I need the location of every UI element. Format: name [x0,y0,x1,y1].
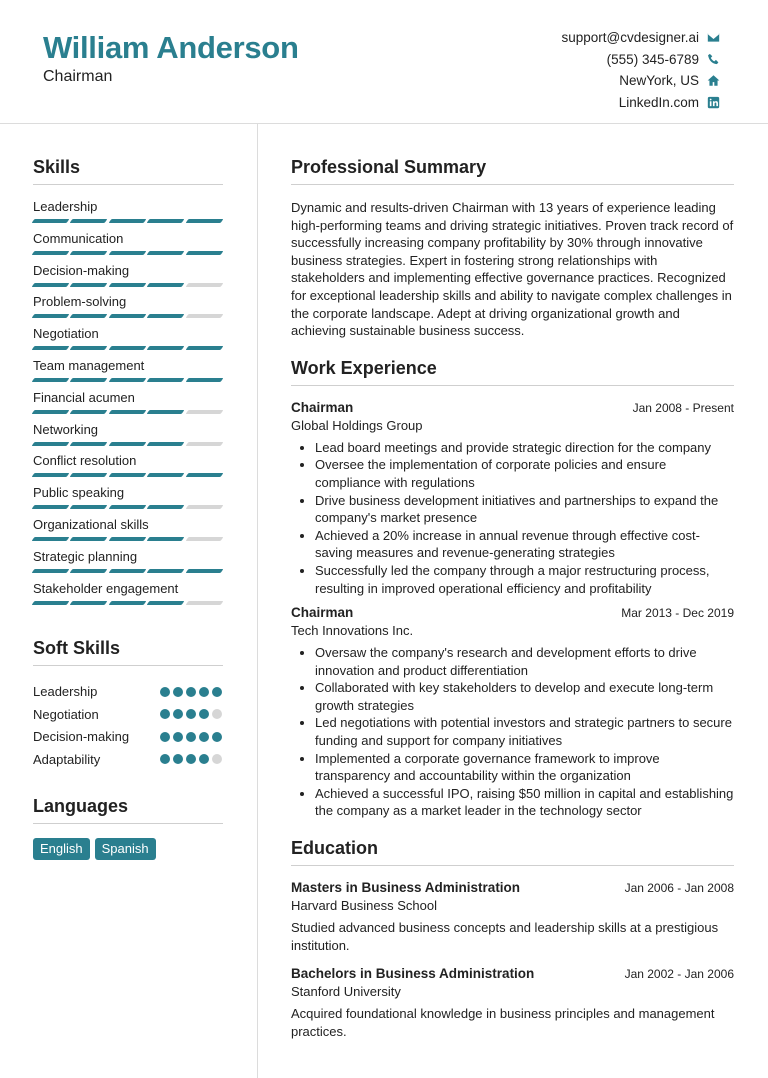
languages-list [33,838,223,860]
language-badge: English [33,838,90,860]
skill-name: Strategic planning [33,548,138,564]
skill-level-segment [32,601,70,605]
contact-phone[interactable] [561,49,720,71]
rating-dot [212,709,222,719]
skill-level-segment [70,505,108,509]
skill-item [33,549,223,581]
skill-level-segment [185,410,223,414]
skill-level-segment [147,251,185,255]
skill-name: Networking [33,421,99,437]
skill-level-segment [70,601,108,605]
rating-dot [173,709,183,719]
job-bullet: • Achieved a successful IPO, raising $50 million in capital and establishing the company as a market leader in the technology sector [315,785,734,820]
job-bullet: • Achieved a 20% increase in annual revenue through effective cost-saving measures and revenue-generating strategies [315,527,734,562]
skill-level-segment [185,251,223,255]
skill-level-segment [108,601,146,605]
skill-level-segment [70,410,108,414]
skill-level-segment [32,569,70,573]
skill-level-segment [70,442,108,446]
skill-level-segment [108,251,146,255]
skill-level-bar [33,505,223,509]
candidate-title: Chairman [43,68,113,85]
skill-level-segment [70,569,108,573]
skill-level-segment [108,505,146,509]
skill-item [33,326,223,358]
skill-level-bar [33,378,223,382]
job-entry [291,605,734,820]
skill-level-segment [147,537,185,541]
education-date: Jan 2006 - Jan 2008 [624,881,734,896]
soft-skill-item [33,680,223,703]
skill-level-bar [33,601,223,605]
skill-level-segment [147,442,185,446]
skill-level-bar [33,537,223,541]
education-degree: Bachelors in Business Administration [291,966,535,982]
skill-level-segment [147,346,185,350]
soft-skills-list [33,680,223,770]
skill-level-segment [108,283,146,287]
contact-linkedin-text: LinkedIn.com [618,94,699,110]
education-list [291,880,734,1040]
skill-name: Leadership [33,199,98,214]
rating-dot [212,732,222,742]
skill-level-segment [108,410,146,414]
rating-dot [199,709,209,719]
skill-level-bar [33,410,223,414]
skill-level-segment [147,314,185,318]
job-title: Chairman [291,605,354,621]
skill-level-segment [147,473,185,477]
languages-heading: Languages [33,796,223,824]
skill-level-segment [185,283,223,287]
skill-name: Problem-solving [33,294,127,310]
skill-level-segment [70,537,108,541]
job-bullet: • Led negotiations with potential investors and strategic partners to secure funding and support for company initiatives [315,714,734,749]
skill-level-segment [70,378,108,382]
home-icon [706,74,720,88]
job-bullet: • Lead board meetings and provide strategic direction for the company [315,439,734,457]
skill-level-segment [185,505,223,509]
job-bullet: • Collaborated with key stakeholders to develop and execute long-term growth strategies [315,679,734,714]
skill-level-segment [32,219,70,223]
education-school: Stanford University [291,984,401,1000]
skill-level-segment [108,314,146,318]
skill-level-segment [70,314,108,318]
skill-item [33,422,223,454]
soft-skill-name: Negotiation [33,706,99,722]
skill-level-segment [32,283,70,287]
skill-name: Stakeholder engagement [33,580,179,596]
rating-dot [212,687,222,697]
skill-level-segment [32,378,70,382]
resume-header [0,0,768,124]
skill-item [33,453,223,485]
job-entry [291,400,734,597]
skill-item [33,581,223,613]
skill-level-segment [70,251,108,255]
skill-level-segment [32,537,70,541]
skill-name: Public speaking [33,485,125,501]
skill-item [33,485,223,517]
rating-dot [186,687,196,697]
rating-dot [160,754,170,764]
linkedin-icon [706,95,720,109]
job-bullet: • Oversaw the company's research and development efforts to drive innovation and product differentiation [315,644,734,679]
soft-skill-name: Adaptability [33,751,101,767]
soft-skill-rating [160,754,222,764]
skills-list [33,199,223,612]
rating-dot [173,687,183,697]
skill-level-segment [32,442,70,446]
skill-level-segment [70,473,108,477]
skill-name: Negotiation [33,326,99,342]
skill-level-segment [108,442,146,446]
skill-level-segment [108,473,146,477]
skill-level-segment [147,378,185,382]
skill-level-segment [32,505,70,509]
column-divider [257,124,258,1078]
skill-name: Financial acumen [33,389,135,405]
skill-name: Team management [33,357,145,373]
skill-level-segment [185,473,223,477]
job-organization: Global Holdings Group [291,417,423,433]
job-date: Jan 2008 - Present [632,400,734,415]
soft-skill-rating [160,732,222,742]
skill-level-segment [185,537,223,541]
job-bullets [291,439,734,597]
rating-dot [186,754,196,764]
skill-level-bar [33,314,223,318]
skill-level-bar [33,442,223,446]
experience-list [291,400,734,820]
skill-name: Communication [33,230,124,246]
left-column [33,157,223,860]
skill-name: Conflict resolution [33,453,137,469]
rating-dot [186,732,196,742]
job-bullet: • Drive business development initiatives and partnerships to expand the company's market presence [315,492,734,527]
skill-level-segment [108,378,146,382]
skill-level-segment [108,219,146,223]
skill-level-bar [33,251,223,255]
contact-location [561,70,720,92]
rating-dot [212,754,222,764]
education-header [291,966,734,981]
skill-level-bar [33,473,223,477]
education-date: Jan 2002 - Jan 2006 [624,967,734,982]
skills-heading: Skills [33,157,223,185]
skill-level-segment [185,442,223,446]
job-bullet: • Oversee the implementation of corporate policies and ensure compliance with regulations [315,456,734,491]
skill-item [33,517,223,549]
skill-level-segment [185,601,223,605]
rating-dot [173,732,183,742]
job-date: Mar 2013 - Dec 2019 [621,606,734,621]
job-organization: Tech Innovations Inc. [291,623,414,639]
summary-text: Dynamic and results-driven Chairman with 13 years of experience leading high-performing teams and driving strategic initiatives. Proven track record of successfully increasing company profitability by 30% through innovative business strategies. Expert in fostering strong relationships with stakeholders and implementing effective governance practices. Recognized for exceptional leadership skills and ability to navigate complex challenges in the corporate landscape. Adept at driving organizational growth and achieving sustainable business success. [291,200,734,339]
rating-dot [173,754,183,764]
education-entry [291,880,734,954]
skill-level-segment [147,219,185,223]
skill-level-bar [33,569,223,573]
envelope-icon [706,31,720,45]
education-degree: Masters in Business Administration [291,880,521,896]
job-header [291,400,734,415]
skill-level-segment [32,410,70,414]
skill-item [33,294,223,326]
skill-level-segment [108,569,146,573]
job-title: Chairman [291,399,354,415]
skill-level-segment [185,569,223,573]
soft-skills-heading: Soft Skills [33,638,223,666]
contact-linkedin[interactable] [561,92,720,114]
skill-item [33,199,223,231]
soft-skill-name: Decision-making [33,729,130,745]
soft-skill-item [33,725,223,748]
skill-level-segment [147,569,185,573]
candidate-name: William Anderson [43,30,299,65]
contact-location-text: NewYork, US [619,73,699,89]
soft-skill-rating [160,687,222,697]
rating-dot [160,732,170,742]
skill-level-segment [70,219,108,223]
skill-level-segment [32,346,70,350]
education-description: Acquired foundational knowledge in business principles and management practices. [291,1006,715,1039]
skill-item [33,231,223,263]
skill-level-segment [108,537,146,541]
skill-level-segment [70,346,108,350]
skill-level-segment [185,314,223,318]
summary-heading: Professional Summary [291,157,734,185]
education-header [291,880,734,895]
soft-skill-item [33,703,223,726]
phone-icon [706,52,720,66]
rating-dot [186,709,196,719]
skill-level-segment [147,283,185,287]
contact-email-text: support@cvdesigner.ai [561,30,699,46]
language-badge: Spanish [95,838,156,860]
skill-item [33,358,223,390]
skill-level-segment [32,251,70,255]
soft-skill-item [33,748,223,771]
contact-list [561,27,720,113]
job-bullet: • Implemented a corporate governance framework to improve transparency and accountability within the organization [315,750,734,785]
rating-dot [160,709,170,719]
skill-level-segment [108,346,146,350]
skill-level-segment [185,219,223,223]
skill-level-segment [147,601,185,605]
job-bullets [291,644,734,820]
skill-level-segment [32,473,70,477]
education-school: Harvard Business School [291,898,437,914]
skill-level-segment [147,410,185,414]
skill-item [33,390,223,422]
job-bullet: • Successfully led the company through a major restructuring process, resulting in improved operational efficiency and profitability [315,562,734,597]
contact-email[interactable] [561,27,720,49]
skill-level-segment [32,314,70,318]
rating-dot [199,687,209,697]
education-description: Studied advanced business concepts and leadership skills at a prestigious institution. [291,920,719,953]
skill-level-segment [147,505,185,509]
skill-level-bar [33,283,223,287]
education-entry [291,966,734,1040]
contact-phone-text: (555) 345-6789 [606,51,699,67]
skill-name: Organizational skills [33,516,149,532]
skill-item [33,263,223,295]
skill-level-segment [185,346,223,350]
soft-skill-name: Leadership [33,684,98,700]
skill-level-segment [70,283,108,287]
skill-level-segment [185,378,223,382]
job-header [291,605,734,620]
right-column [291,157,734,1040]
rating-dot [199,732,209,742]
rating-dot [199,754,209,764]
soft-skill-rating [160,709,222,719]
skill-level-bar [33,346,223,350]
skill-name: Decision-making [33,262,130,278]
education-heading: Education [291,838,734,866]
rating-dot [160,687,170,697]
skill-level-bar [33,219,223,223]
experience-heading: Work Experience [291,358,734,386]
